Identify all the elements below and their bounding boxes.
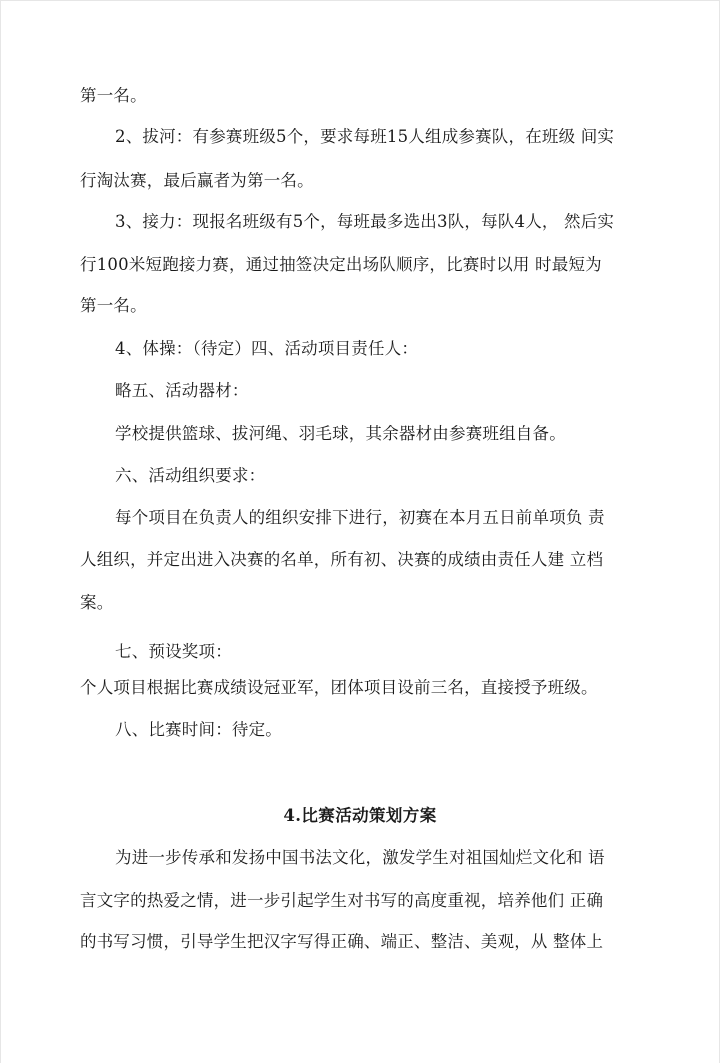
text-line: 略五、活动器材： (115, 381, 249, 400)
section-heading: 4.比赛活动策划方案 (283, 806, 437, 825)
text-line: 3、接力：现报名班级有5个，每班最多选出3队，每队4人， 然后实 (115, 212, 615, 231)
paragraph-line: 言文字的热爱之情，进一步引起学生对书写的高度重视，培养他们 正确 (80, 891, 604, 910)
text-line: 行淘汰赛，最后赢者为第一名。 (80, 171, 314, 190)
text-line: 人组织，并定出进入决赛的名单，所有初、决赛的成绩由责任人建 立档 (80, 550, 604, 569)
text-line: 八、比赛时间：待定。 (115, 720, 282, 739)
text-line: 每个项目在负责人的组织安排下进行，初赛在本月五日前单项负 责 (115, 508, 605, 527)
text-line: 第一名。 (80, 86, 147, 105)
text-line: 4、体操：（待定）四、活动项目责任人： (115, 339, 419, 358)
text-line: 第一名。 (80, 296, 147, 315)
text-line: 2、拔河：有参赛班级5个，要求每班15人组成参赛队，在班级 间实 (115, 127, 615, 146)
text-line: 学校提供篮球、拔河绳、羽毛球，其余器材由参赛班组自备。 (115, 424, 566, 443)
paragraph-line: 为进一步传承和发扬中国书法文化，激发学生对祖国灿烂文化和 语 (115, 848, 605, 867)
paragraph-line: 的书写习惯，引导学生把汉字写得正确、端正、整洁、美观，从 整体上 (80, 932, 604, 951)
text-line: 案。 (80, 593, 114, 612)
text-line: 个人项目根据比赛成绩设冠亚军，团体项目设前三名，直接授予班级。 (80, 678, 598, 697)
text-line: 七、预设奖项： (115, 642, 232, 661)
text-line: 六、活动组织要求： (115, 466, 266, 485)
text-line: 行100米短跑接力赛，通过抽签决定出场队顺序，比赛时以用 时最短为 (80, 255, 602, 274)
